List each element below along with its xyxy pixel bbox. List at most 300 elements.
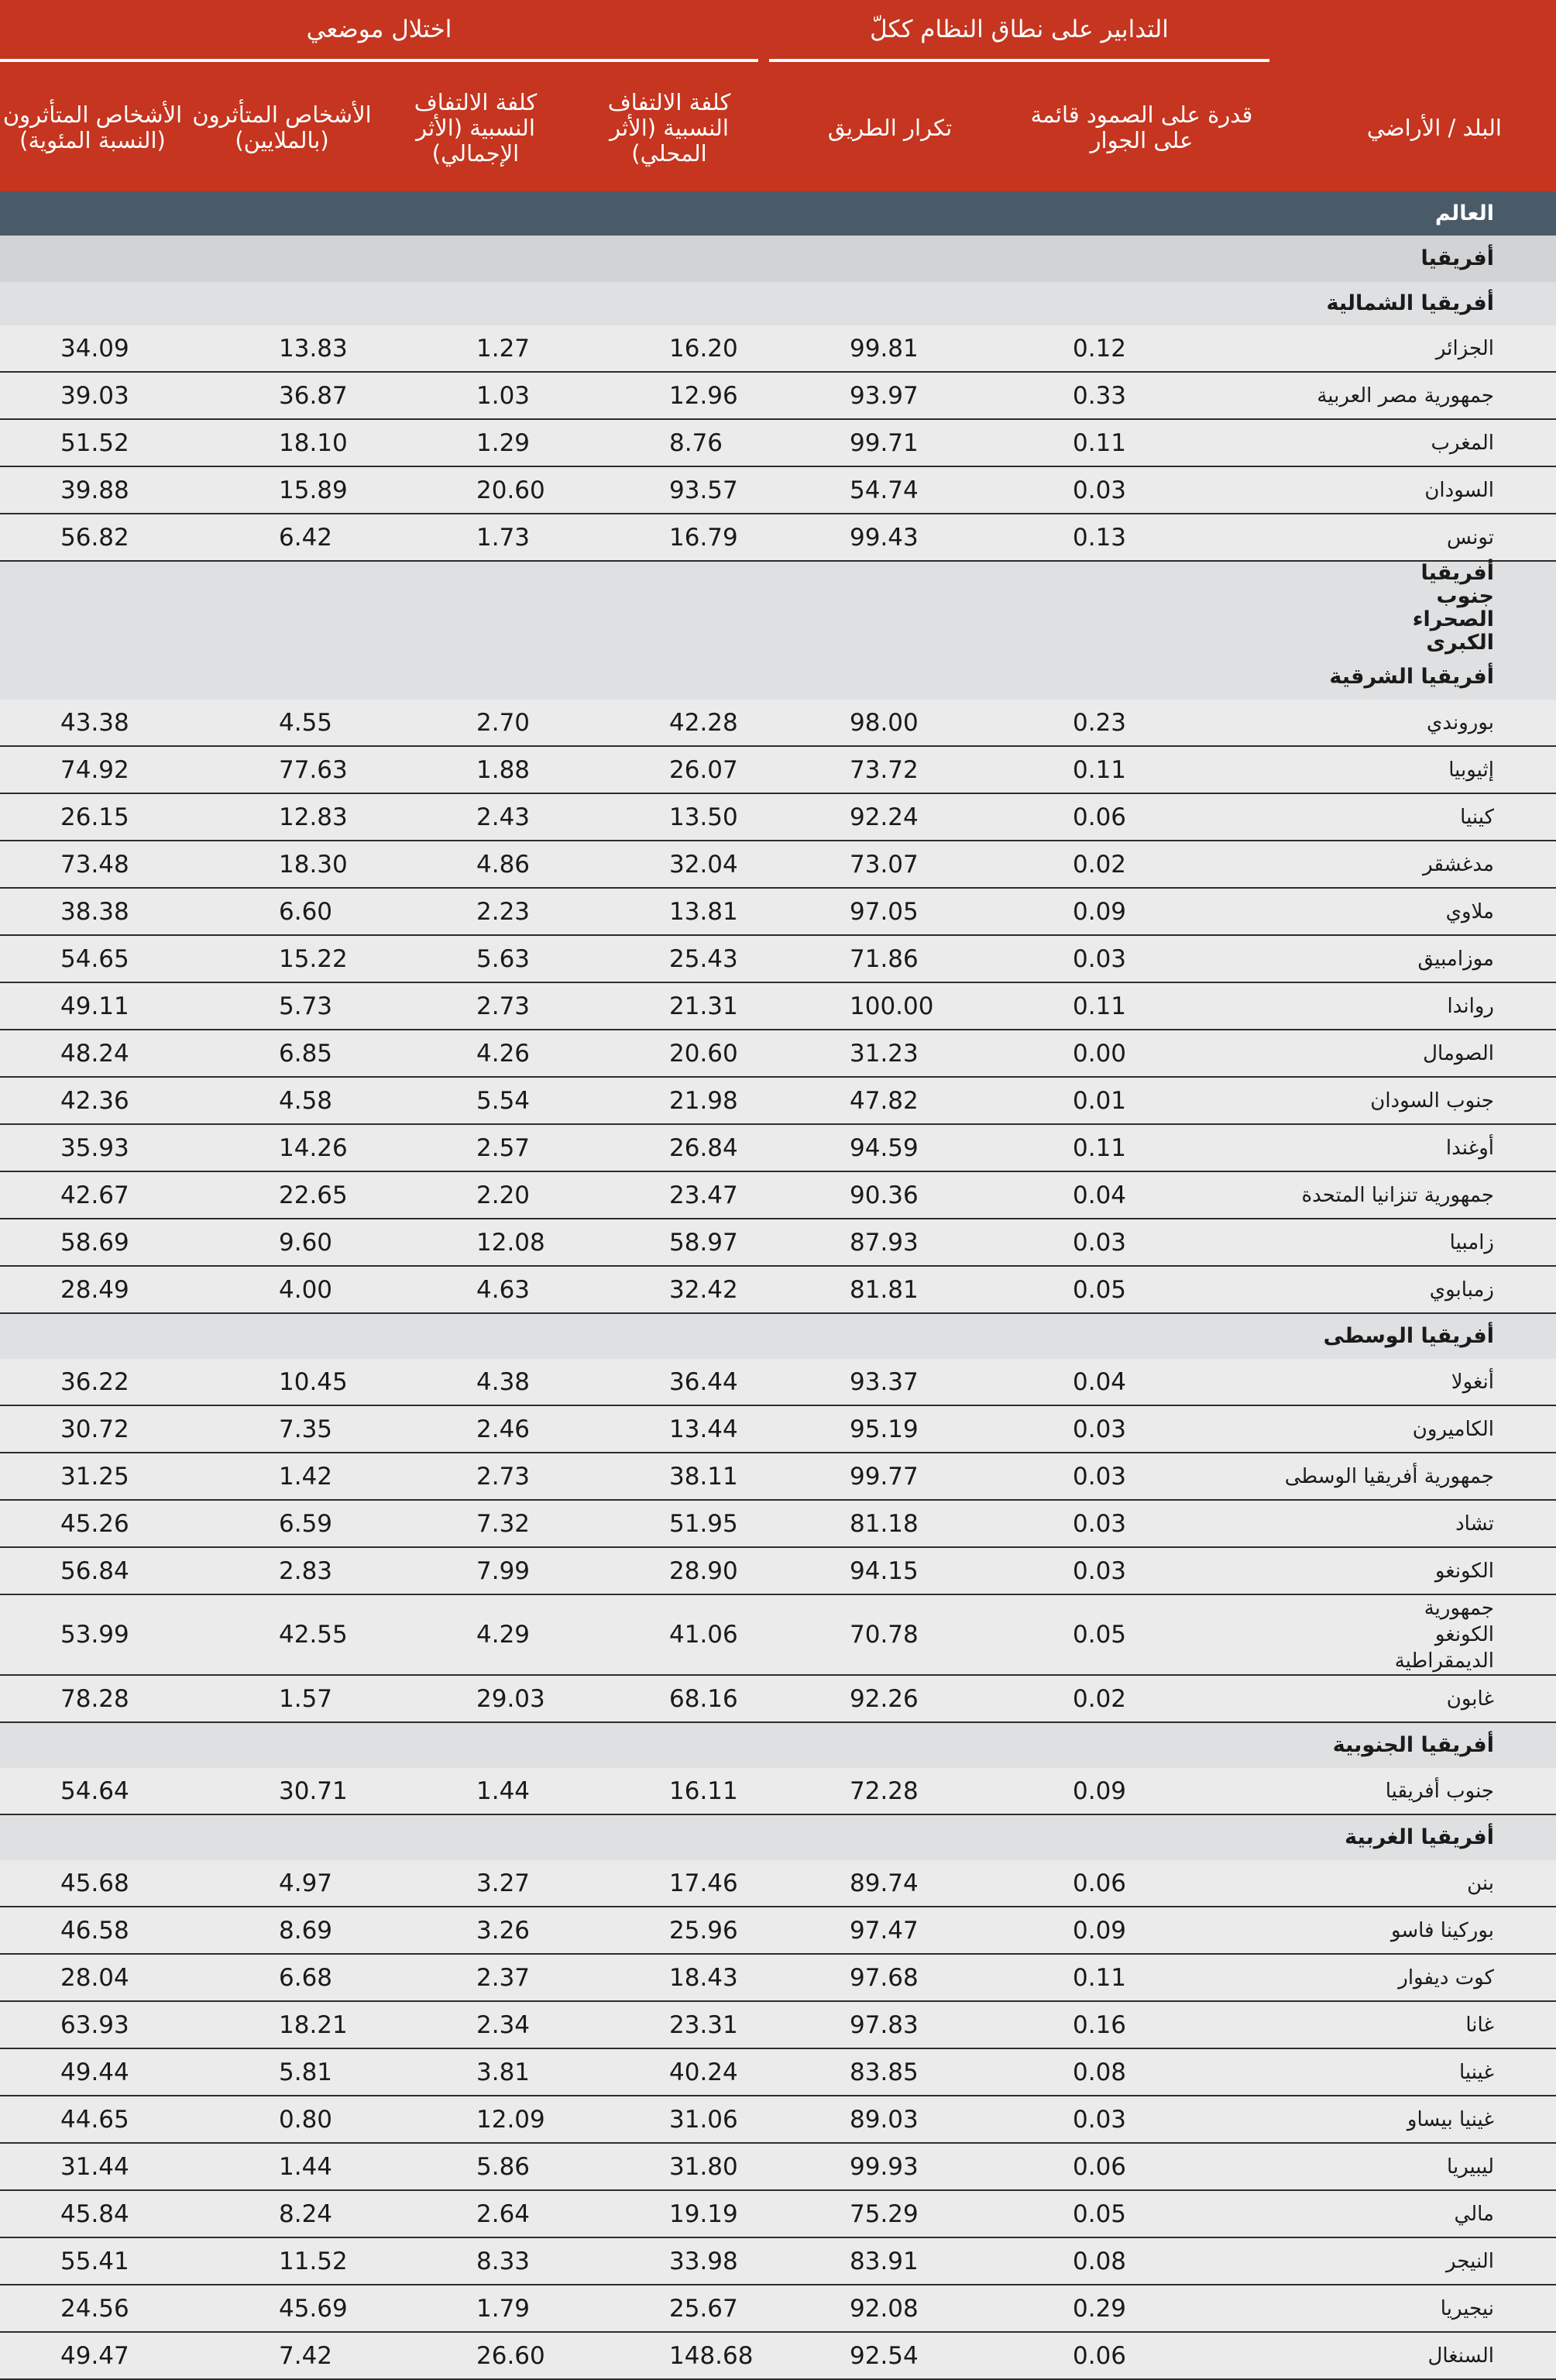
detour-total-value: 2.37 [379,1954,572,2001]
detour-total-value: 1.29 [379,419,572,466]
table-row [0,1077,1556,1124]
path-redundancy-value: 93.37 [766,1359,1014,1405]
detour-local-value: 58.97 [572,1219,766,1266]
detour-local-value: 16.11 [572,1768,766,1814]
group-name: أفريقيا الشمالية [1269,282,1556,325]
col-resilience-line2: على الجوار [1090,127,1194,153]
path-redundancy-value: 54.74 [766,466,1014,514]
country-name: زمبابوي [1269,1266,1556,1313]
people-affected-percent-value: 73.48 [0,841,185,888]
detour-local-value: 68.16 [572,1675,766,1722]
detour-total-value: 5.54 [379,1077,572,1124]
people-affected-millions-value: 5.81 [185,2048,379,2096]
table-row [0,935,1556,982]
resilience-value: 0.03 [1014,2096,1269,2143]
table-row [0,2190,1556,2237]
path-redundancy-value: 70.78 [766,1594,1014,1675]
detour-total-value: 8.33 [379,2237,572,2285]
people-affected-percent-value: 51.52 [0,419,185,466]
people-affected-percent-value: 28.04 [0,1954,185,2001]
table-row [0,1675,1556,1722]
path-redundancy-value: 89.74 [766,1860,1014,1907]
country-name: أنغولا [1269,1359,1556,1405]
path-redundancy-value: 99.81 [766,325,1014,372]
resilience-value: 0.11 [1014,1124,1269,1171]
table-row [0,1453,1556,1500]
col-detour-total-line2: النسبية (الأثر [416,114,535,141]
people-affected-percent-value: 30.72 [0,1405,185,1453]
resilience-value: 0.13 [1014,514,1269,561]
country-name: ليبيريا [1269,2143,1556,2190]
people-affected-percent-value: 54.65 [0,935,185,982]
people-affected-percent-value: 39.03 [0,372,185,419]
path-redundancy-value: 81.81 [766,1266,1014,1313]
country-name: نيجيريا [1269,2285,1556,2332]
people-affected-percent-value: 53.99 [0,1594,185,1675]
people-affected-millions-value: 22.65 [185,1171,379,1219]
people-affected-percent-value: 34.09 [0,325,185,372]
path-redundancy-value: 73.72 [766,746,1014,793]
people-affected-millions-value: 6.85 [185,1030,379,1077]
resilience-value: 0.00 [1014,1030,1269,1077]
people-affected-percent-value: 45.68 [0,1860,185,1907]
table-header [0,0,1556,191]
people-affected-millions-value: 8.24 [185,2190,379,2237]
people-affected-millions-value: 8.69 [185,1907,379,1954]
path-redundancy-value: 71.86 [766,935,1014,982]
people-affected-percent-value: 43.38 [0,700,185,746]
people-affected-millions-value: 18.30 [185,841,379,888]
country-name: تشاد [1269,1500,1556,1547]
country-name: مدغشقر [1269,841,1556,888]
group-name: أفريقيا الشرقية [1269,655,1556,700]
people-affected-percent-value: 31.44 [0,2143,185,2190]
people-affected-percent-value: 45.26 [0,1500,185,1547]
resilience-value: 0.23 [1014,700,1269,746]
table-row [0,1359,1556,1405]
people-affected-percent-value: 74.92 [0,746,185,793]
path-redundancy-value: 97.68 [766,1954,1014,2001]
detour-total-value: 2.70 [379,700,572,746]
table-row [0,1954,1556,2001]
people-affected-millions-value: 6.60 [185,888,379,935]
detour-total-value: 5.86 [379,2143,572,2190]
country-name: غانا [1269,2001,1556,2048]
country-name: الكاميرون [1269,1405,1556,1453]
table-row [0,841,1556,888]
resilience-value: 0.03 [1014,935,1269,982]
table-row [0,2332,1556,2379]
people-affected-percent-value: 49.44 [0,2048,185,2096]
path-redundancy-value: 97.47 [766,1907,1014,1954]
country-name: إثيوبيا [1269,746,1556,793]
people-affected-millions-value: 4.55 [185,700,379,746]
detour-local-value: 23.31 [572,2001,766,2048]
detour-local-value: 23.47 [572,1171,766,1219]
people-affected-millions-value: 11.52 [185,2237,379,2285]
table-row [0,1405,1556,1453]
path-redundancy-value: 94.15 [766,1547,1014,1594]
people-affected-millions-value: 4.00 [185,1266,379,1313]
path-redundancy-value: 99.93 [766,2143,1014,2190]
table-row [0,1907,1556,1954]
country-name: مالي [1269,2190,1556,2237]
country-name: غينيا بيساو [1269,2096,1556,2143]
local-disruption-group [0,0,758,64]
detour-total-value: 2.73 [379,982,572,1030]
col-path-header [766,77,1014,178]
resilience-value: 0.08 [1014,2237,1269,2285]
path-redundancy-value: 31.23 [766,1030,1014,1077]
table-row [0,1266,1556,1313]
people-affected-percent-value: 54.64 [0,1768,185,1814]
detour-total-value: 1.44 [379,1768,572,1814]
path-redundancy-value: 99.71 [766,419,1014,466]
region-row [0,236,1556,282]
table-row [0,514,1556,561]
detour-local-value: 17.46 [572,1860,766,1907]
people-affected-percent-value: 63.93 [0,2001,185,2048]
people-affected-percent-value: 28.49 [0,1266,185,1313]
detour-local-value: 16.79 [572,514,766,561]
detour-local-value: 21.31 [572,982,766,1030]
table-row [0,700,1556,746]
detour-local-value: 13.81 [572,888,766,935]
resilience-value: 0.12 [1014,325,1269,372]
resilience-value: 0.03 [1014,1405,1269,1453]
detour-local-value: 28.90 [572,1547,766,1594]
system-wide-title: التدابير على نطاق النظام ككلّ [870,15,1169,43]
resilience-value: 0.29 [1014,2285,1269,2332]
table-row [0,888,1556,935]
resilience-value: 0.11 [1014,982,1269,1030]
people-affected-millions-value: 12.83 [185,793,379,841]
table-row [0,2096,1556,2143]
detour-local-value: 32.42 [572,1266,766,1313]
local-disruption-title: اختلال موضعي [306,15,452,43]
people-affected-millions-value: 6.68 [185,1954,379,2001]
resilience-value: 0.09 [1014,1907,1269,1954]
resilience-value: 0.06 [1014,793,1269,841]
country-name: جنوب السودان [1269,1077,1556,1124]
country-name: موزامبيق [1269,935,1556,982]
subregion-row [0,655,1556,700]
detour-total-value: 3.81 [379,2048,572,2096]
people-affected-millions-value: 77.63 [185,746,379,793]
path-redundancy-value: 75.29 [766,2190,1014,2237]
detour-local-value: 31.80 [572,2143,766,2190]
detour-total-value: 12.08 [379,1219,572,1266]
col-detour-local-line1: كلفة الالتفاف [607,88,731,115]
table-row [0,1124,1556,1171]
detour-total-value: 3.26 [379,1907,572,1954]
people-affected-percent-value: 49.47 [0,2332,185,2379]
resilience-value: 0.11 [1014,1954,1269,2001]
people-affected-percent-value: 36.22 [0,1359,185,1405]
detour-local-value: 41.06 [572,1594,766,1675]
table-row [0,1030,1556,1077]
detour-total-value: 29.03 [379,1675,572,1722]
system-wide-underline [769,59,1269,62]
resilience-value: 0.09 [1014,888,1269,935]
detour-local-value: 31.06 [572,2096,766,2143]
resilience-value: 0.03 [1014,1500,1269,1547]
detour-total-value: 3.27 [379,1860,572,1907]
resilience-value: 0.04 [1014,1359,1269,1405]
country-name: السنغال [1269,2332,1556,2379]
detour-total-value: 1.03 [379,372,572,419]
country-name: كوت ديفوار [1269,1954,1556,2001]
resilience-value: 0.03 [1014,1219,1269,1266]
path-redundancy-value: 83.91 [766,2237,1014,2285]
detour-total-value: 1.88 [379,746,572,793]
detour-total-value: 7.99 [379,1547,572,1594]
row-filler [0,655,1269,700]
path-redundancy-value: 90.36 [766,1171,1014,1219]
table-row [0,419,1556,466]
people-affected-millions-value: 4.97 [185,1860,379,1907]
detour-total-value: 1.73 [379,514,572,561]
detour-total-value: 20.60 [379,466,572,514]
path-redundancy-value: 97.05 [766,888,1014,935]
col-detour-total-header [379,77,572,178]
people-affected-percent-value: 56.84 [0,1547,185,1594]
people-affected-millions-value: 2.83 [185,1547,379,1594]
table-row [0,2001,1556,2048]
row-filler [0,1814,1269,1860]
people-affected-millions-value: 6.59 [185,1500,379,1547]
table-row [0,325,1556,372]
people-affected-millions-value: 10.45 [185,1359,379,1405]
country-name: النيجر [1269,2237,1556,2285]
people-affected-millions-value: 14.26 [185,1124,379,1171]
people-affected-millions-value: 5.73 [185,982,379,1030]
local-disruption-underline [0,59,758,62]
resilience-value: 0.05 [1014,1594,1269,1675]
detour-local-value: 36.44 [572,1359,766,1405]
col-detour-total-line1: كلفة الالتفاف [414,88,538,115]
people-affected-millions-value: 0.80 [185,2096,379,2143]
detour-local-value: 51.95 [572,1500,766,1547]
subregion-row [0,282,1556,325]
col-resilience-header [1014,77,1269,178]
path-redundancy-value: 93.97 [766,372,1014,419]
path-redundancy-value: 94.59 [766,1124,1014,1171]
group-name: أفريقيا الجنوبية [1269,1722,1556,1768]
col-people-pct-line1: الأشخاص المتأثرون [2,101,183,128]
resilience-value: 0.06 [1014,1860,1269,1907]
country-name: الكونغو [1269,1547,1556,1594]
row-filler [0,191,1269,236]
path-redundancy-value: 92.54 [766,2332,1014,2379]
col-country-label: البلد / الأراضي [1366,114,1502,141]
detour-total-value: 4.26 [379,1030,572,1077]
people-affected-millions-value: 30.71 [185,1768,379,1814]
detour-local-value: 25.43 [572,935,766,982]
people-affected-millions-value: 7.42 [185,2332,379,2379]
detour-local-value: 42.28 [572,700,766,746]
people-affected-millions-value: 1.44 [185,2143,379,2190]
detour-total-value: 4.86 [379,841,572,888]
table-row [0,1171,1556,1219]
col-detour-local-header [572,77,766,178]
path-redundancy-value: 99.77 [766,1453,1014,1500]
col-people-m-line2: (بالملايين) [235,127,329,153]
people-affected-percent-value: 78.28 [0,1675,185,1722]
table-row [0,2285,1556,2332]
col-detour-total-line3: الإجمالي) [431,139,520,167]
people-affected-percent-value: 44.65 [0,2096,185,2143]
resilience-value: 0.03 [1014,466,1269,514]
resilience-value: 0.09 [1014,1768,1269,1814]
people-affected-millions-value: 7.35 [185,1405,379,1453]
system-wide-group [769,0,1269,64]
group-name: العالم [1269,191,1556,236]
resilience-value: 0.33 [1014,372,1269,419]
country-name: ملاوي [1269,888,1556,935]
resilience-value: 0.02 [1014,1675,1269,1722]
row-filler [0,561,1269,655]
people-affected-percent-value: 42.36 [0,1077,185,1124]
people-affected-millions-value: 42.55 [185,1594,379,1675]
table-row [0,1547,1556,1594]
data-table [0,191,1556,2380]
path-redundancy-value: 92.26 [766,1675,1014,1722]
resilience-value: 0.01 [1014,1077,1269,1124]
path-redundancy-value: 92.24 [766,793,1014,841]
people-affected-percent-value: 31.25 [0,1453,185,1500]
country-name: غابون [1269,1675,1556,1722]
country-name: بوركينا فاسو [1269,1907,1556,1954]
table-row [0,2143,1556,2190]
people-affected-millions-value: 18.10 [185,419,379,466]
people-affected-percent-value: 48.24 [0,1030,185,1077]
people-affected-millions-value: 4.58 [185,1077,379,1124]
table-body [0,191,1556,2379]
people-affected-percent-value: 24.56 [0,2285,185,2332]
col-people-m-line1: الأشخاص المتأثرون [192,101,372,128]
people-affected-millions-value: 1.42 [185,1453,379,1500]
country-name: المغرب [1269,419,1556,466]
resilience-value: 0.08 [1014,2048,1269,2096]
path-redundancy-value: 72.28 [766,1768,1014,1814]
detour-total-value: 2.34 [379,2001,572,2048]
row-filler [0,236,1269,282]
people-affected-millions-value: 1.57 [185,1675,379,1722]
country-name: كينيا [1269,793,1556,841]
table-row [0,982,1556,1030]
detour-local-value: 19.19 [572,2190,766,2237]
path-redundancy-value: 87.93 [766,1219,1014,1266]
detour-total-value: 4.38 [379,1359,572,1405]
people-affected-millions-value: 9.60 [185,1219,379,1266]
path-redundancy-value: 92.08 [766,2285,1014,2332]
detour-local-value: 18.43 [572,1954,766,2001]
detour-total-value: 1.27 [379,325,572,372]
table-row [0,746,1556,793]
detour-total-value: 12.09 [379,2096,572,2143]
people-affected-percent-value: 39.88 [0,466,185,514]
detour-total-value: 2.64 [379,2190,572,2237]
country-name: الجزائر [1269,325,1556,372]
country-name: رواندا [1269,982,1556,1030]
resilience-value: 0.04 [1014,1171,1269,1219]
path-redundancy-value: 47.82 [766,1077,1014,1124]
country-name: جمهورية مصر العربية [1269,372,1556,419]
subregion-row [0,1722,1556,1768]
people-affected-millions-value: 15.22 [185,935,379,982]
table-row [0,2237,1556,2285]
col-people-pct-header [0,77,185,178]
resilience-value: 0.06 [1014,2143,1269,2190]
resilience-value: 0.11 [1014,419,1269,466]
col-detour-local-line3: المحلي) [631,139,707,167]
country-name: غينيا [1269,2048,1556,2096]
detour-local-value: 26.07 [572,746,766,793]
col-path-label: تكرار الطريق [827,114,953,141]
path-redundancy-value: 81.18 [766,1500,1014,1547]
world-row [0,191,1556,236]
detour-total-value: 2.73 [379,1453,572,1500]
people-affected-percent-value: 35.93 [0,1124,185,1171]
path-redundancy-value: 98.00 [766,700,1014,746]
detour-total-value: 26.60 [379,2332,572,2379]
people-affected-millions-value: 15.89 [185,466,379,514]
people-affected-percent-value: 55.41 [0,2237,185,2285]
row-filler [0,1722,1269,1768]
detour-local-value: 33.98 [572,2237,766,2285]
country-name: بنن [1269,1860,1556,1907]
row-filler [0,282,1269,325]
col-people-m-header [185,77,379,178]
group-name: أفريقيا جنوب الصحراء الكبرى [1269,561,1556,655]
people-affected-percent-value: 56.82 [0,514,185,561]
detour-local-value: 13.50 [572,793,766,841]
subregion-row [0,561,1556,655]
people-affected-millions-value: 13.83 [185,325,379,372]
people-affected-percent-value: 42.67 [0,1171,185,1219]
table-row [0,1219,1556,1266]
detour-local-value: 38.11 [572,1453,766,1500]
group-name: أفريقيا الوسطى [1269,1313,1556,1359]
table-row [0,1768,1556,1814]
col-detour-local-line2: النسبية (الأثر [610,114,729,141]
people-affected-percent-value: 38.38 [0,888,185,935]
resilience-value: 0.03 [1014,1453,1269,1500]
detour-total-value: 4.63 [379,1266,572,1313]
resilience-value: 0.02 [1014,841,1269,888]
subregion-row [0,1313,1556,1359]
path-redundancy-value: 99.43 [766,514,1014,561]
row-filler [0,1313,1269,1359]
detour-local-value: 12.96 [572,372,766,419]
col-country-header [1269,77,1502,178]
detour-local-value: 8.76 [572,419,766,466]
country-name: أوغندا [1269,1124,1556,1171]
country-name: السودان [1269,466,1556,514]
detour-local-value: 16.20 [572,325,766,372]
detour-total-value: 2.43 [379,793,572,841]
path-redundancy-value: 73.07 [766,841,1014,888]
detour-total-value: 5.63 [379,935,572,982]
resilience-value: 0.05 [1014,2190,1269,2237]
detour-local-value: 40.24 [572,2048,766,2096]
detour-local-value: 93.57 [572,466,766,514]
people-affected-percent-value: 46.58 [0,1907,185,1954]
country-name: جمهورية الكونغو الديمقراطية [1269,1594,1556,1675]
resilience-value: 0.16 [1014,2001,1269,2048]
country-name: جنوب أفريقيا [1269,1768,1556,1814]
